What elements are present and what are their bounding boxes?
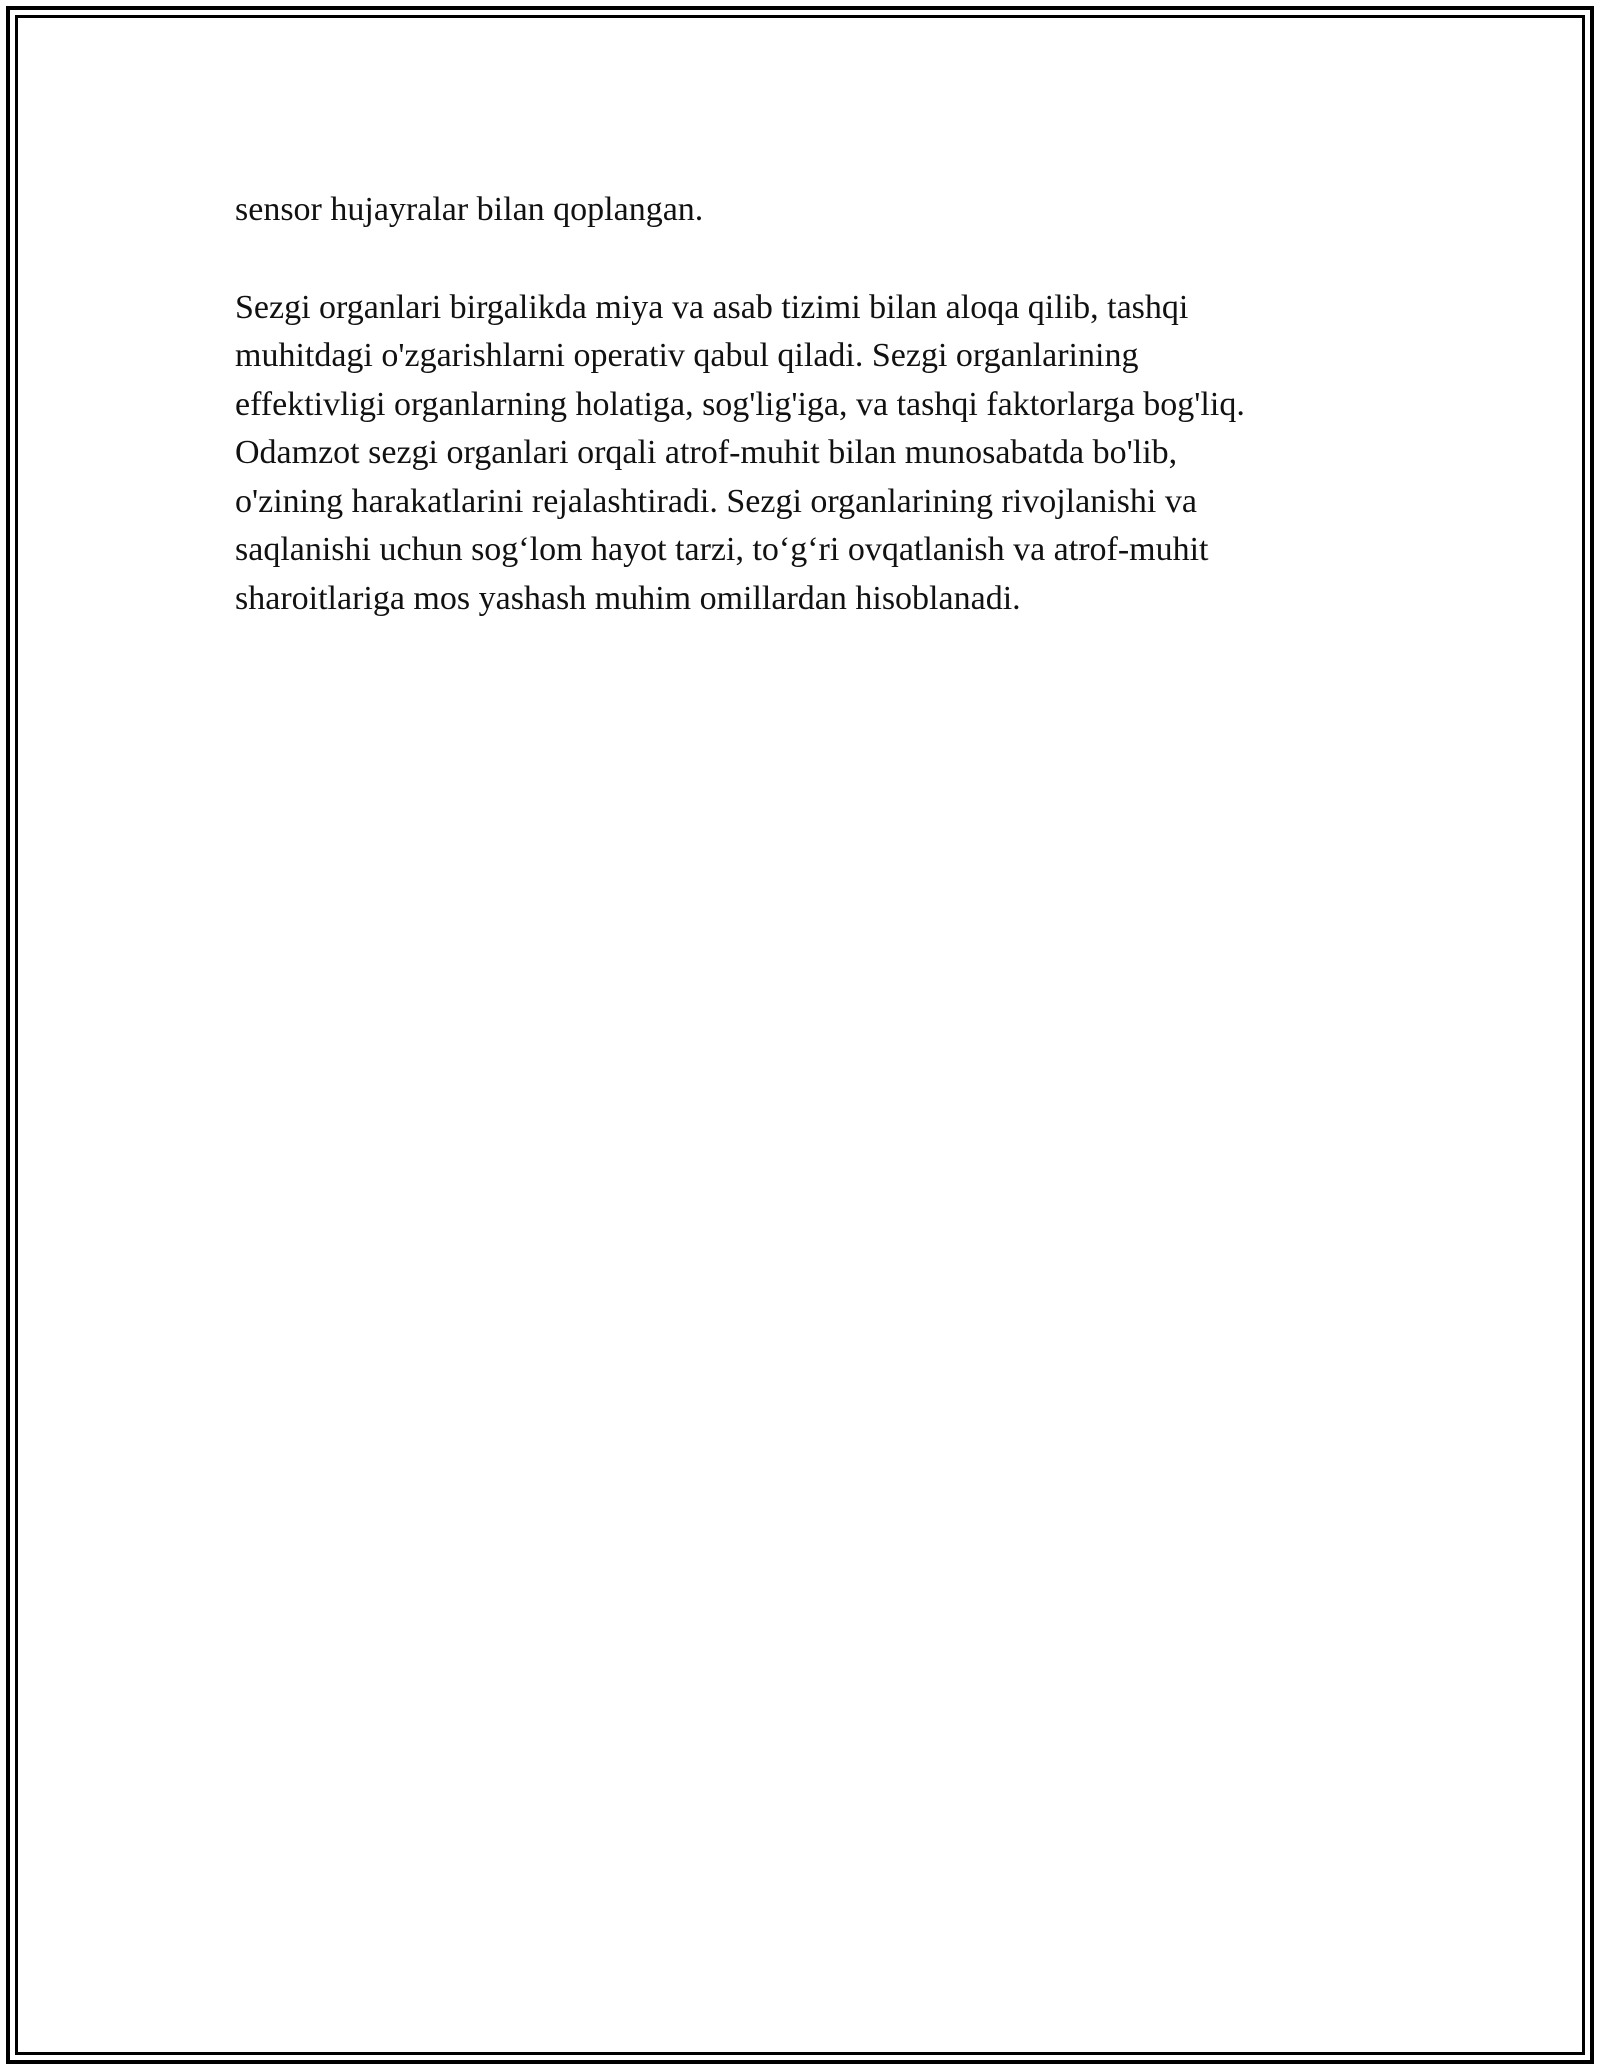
- text-line: o'zining harakatlarini rejalashtiradi. Sezgi organlarining rivojlanishi va: [235, 482, 1197, 520]
- text-line: Odamzot sezgi organlari orqali atrof-muhit bilan munosabatda bo'lib,: [235, 434, 1178, 471]
- text-line: saqlanishi uchun sog‘lom hayot tarzi, to‘g‘ri ovqatlanish va atrof-muhit: [235, 531, 1209, 568]
- paragraph-spacing: [235, 235, 1365, 284]
- paragraph-2: [235, 284, 1365, 624]
- text-line: sensor hujayralar bilan qoplangan.: [235, 191, 704, 228]
- text-line: Sezgi organlari birgalikda miya va asab tizimi bilan aloqa qilib, tashqi: [235, 288, 1189, 326]
- paragraph-1: [235, 186, 1365, 235]
- text-line: muhitdagi o'zgarishlarni operativ qabul qiladi. Sezgi organlarining: [235, 337, 1139, 374]
- text-line: sharoitlariga mos yashash muhim omillardan hisoblanadi.: [235, 579, 1021, 617]
- document-body: [235, 186, 1365, 623]
- text-line: effektivligi organlarning holatiga, sog'lig'iga, va tashqi faktorlarga bog'liq.: [235, 385, 1245, 423]
